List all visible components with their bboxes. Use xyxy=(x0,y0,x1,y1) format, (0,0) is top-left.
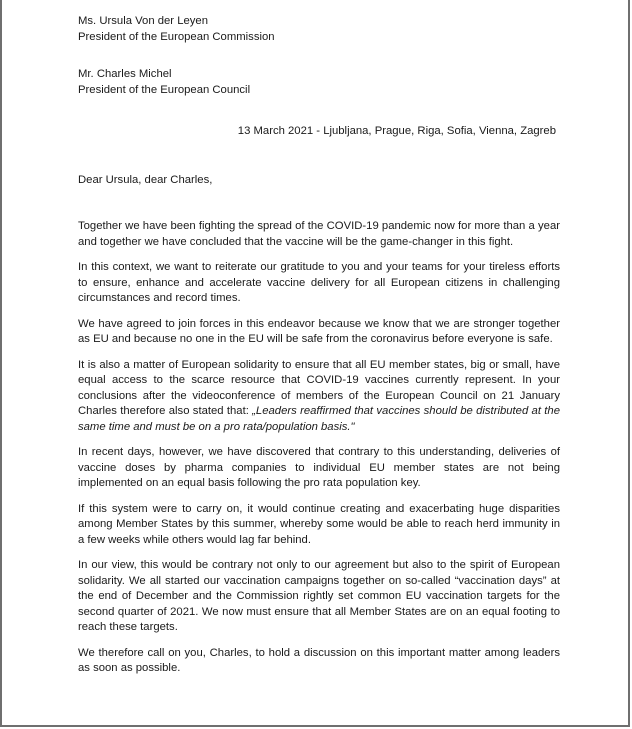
paragraph-6: If this system were to carry on, it would continue creating and exacerbating huge disparities among Member States by this summer, whereby some would be able to reach herd immunity in a few weeks while others would lag far behind. xyxy=(78,502,560,546)
recipient-1-title: President of the European Commission xyxy=(78,30,275,43)
paragraph-5: In recent days, however, we have discovered that contrary to this understanding, deliveries of vaccine doses by pharma companies to individual EU member states are not being implemented on an equal basis following the pro rata population key. xyxy=(78,446,560,489)
recipient-2-title: President of the European Council xyxy=(78,83,251,96)
paragraph-1: Together we have been fighting the spread of the COVID-19 pandemic now for more than a year and together we have concluded that the vaccine will be the game-changer in this fight. xyxy=(78,220,560,248)
paragraph-7: In our view, this would be contrary not only to our agreement but also to the spirit of European solidarity. We all started our vaccination campaigns together on so-called “vaccination days” at the end of December and the Commission rightly set common EU vaccination targets for the second quarter of 2021. We now must ensure that all Member States are on an equal footing to reach these targets. xyxy=(78,559,560,633)
paragraph-2: In this context, we want to reiterate our gratitude to you and your teams for your tireless efforts to ensure, enhance and accelerate vaccine delivery for all European citizens in challenging circumstances and record times. xyxy=(78,261,560,304)
recipient-1-name: Ms. Ursula Von der Leyen xyxy=(78,15,208,27)
recipient-2-name: Mr. Charles Michel xyxy=(78,68,172,80)
paragraph-3: We have agreed to join forces in this endeavor because we know that we are stronger together as EU and because no one in the EU will be safe from the coronavirus before everyone is safe. xyxy=(78,317,560,345)
letter-body xyxy=(78,219,560,687)
paragraph-8: We therefore call on you, Charles, to hold a discussion on this important matter among leaders as soon as possible. xyxy=(78,646,560,674)
paragraph-4-text: It is also a matter of European solidarity to ensure that all EU member states, big or small, have equal access to the scarce resource that COVID-19 vaccines currently represent. In your conclusions after the videoconference of members of the European Council on 21 January Charles therefore also stated that: xyxy=(78,358,560,417)
date-line: 13 March 2021 - Ljubljana, Prague, Riga, Sofia, Vienna, Zagreb xyxy=(237,125,556,137)
council-quote: „Leaders reaffirmed that vaccines should be distributed at the same time and must be on a pro rata/population basis." xyxy=(78,405,560,433)
paragraph-4 xyxy=(78,358,560,436)
salutation: Dear Ursula, dear Charles, xyxy=(78,174,213,186)
recipient-block xyxy=(78,14,560,98)
